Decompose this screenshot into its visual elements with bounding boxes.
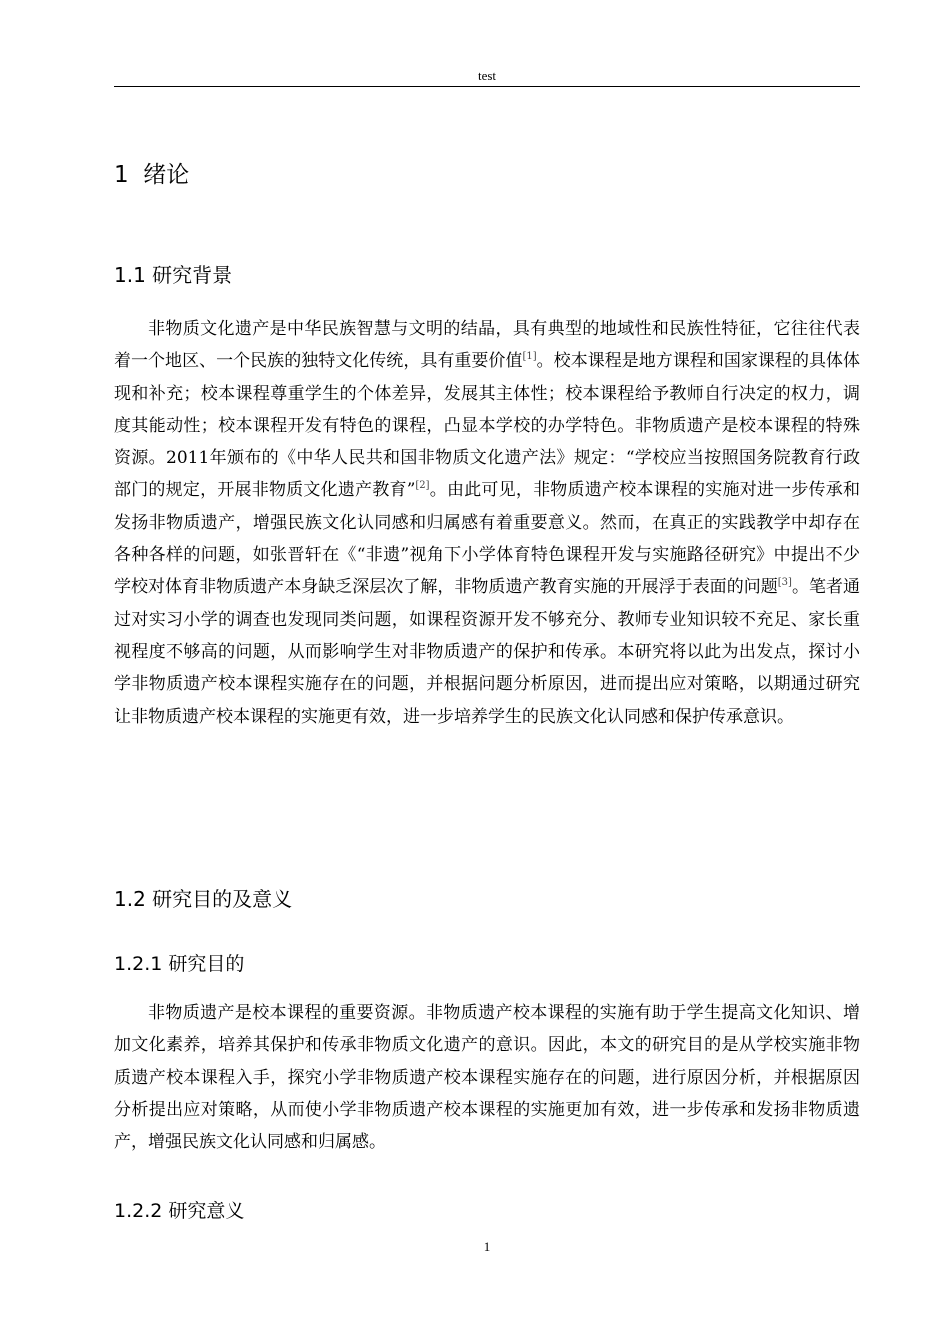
section-1-2-1-heading: 1.2.1 研究目的: [114, 953, 245, 975]
paragraph-text: 非物质文化遗产是中华民族智慧与文明的结晶，具有典型的地域性和民族性特征，它往往代表着一个地区、一个民族的独特文化传统，具有重要价值: [114, 319, 860, 372]
citation-ref-2[interactable]: [2]: [415, 480, 430, 492]
section-1-2-2-heading: 1.2.2 研究意义: [114, 1200, 245, 1222]
running-header: test: [477, 68, 497, 83]
header-rule: [114, 86, 860, 87]
chapter-title: 1 绪论: [114, 162, 190, 188]
page-number: 1: [483, 1239, 491, 1254]
section-1-2-heading: 1.2 研究目的及意义: [114, 887, 293, 911]
section-1-2-1-paragraph: 非物质遗产是校本课程的重要资源。非物质遗产校本课程的实施有助于学生提高文化知识、增加文化素养，培养其保护和传承非物质文化遗产的意识。因此，本文的研究目的是从学校实施非物质遗产校本课程入手，探究小学非物质遗产校本课程实施存在的问题，进行原因分析，并根据原因分析提出应对策略，从而使小学非物质遗产校本课程的实施更加有效，进一步传承和发扬非物质遗产，增强民族文化认同感和归属感。: [114, 1003, 860, 1153]
paragraph-text: 。笔者通过对实习小学的调查也发现同类问题，如课程资源开发不够充分、教师专业知识较不充足、家长重视程度不够高的问题，从而影响学生对非物质遗产的保护和传承。本研究将以此为出发点，探讨小学非物质遗产校本课程实施存在的问题，并根据问题分析原因，进而提出应对策略，以期通过研究让非物质遗产校本课程的实施更有效，进一步培养学生的民族文化认同感和保护传承意识。: [114, 577, 860, 727]
citation-ref-1[interactable]: [1]: [522, 351, 537, 363]
section-1-1-heading: 1.1 研究背景: [114, 263, 233, 287]
paragraph-text: 。校本课程是地方课程和国家课程的具体体现和补充；校本课程尊重学生的个体差异，发展其主体性；校本课程给予教师自行决定的权力，调度其能动性；校本课程开发有特色的课程，凸显本学校的办学特色。非物质遗产是校本课程的特殊资源。2011年颁布的《中华人民共和国非物质文化遗产法》规定：“学校应当按照国务院教育行政部门的规定，开展非物质文化遗产教育”: [114, 351, 861, 501]
paragraph-text: 。由此可见，非物质遗产校本课程的实施对进一步传承和发扬非物质遗产，增强民族文化认同感和归属感有着重要意义。然而，在真正的实践教学中却存在各种各样的问题，如张晋轩在《“非遗”视角下小学体育特色课程开发与实施路径研究》中提出不少学校对体育非物质遗产本身缺乏深层次了解，非物质遗产教育实施的开展浮于表面的问题: [114, 480, 860, 598]
section-1-1-paragraph: [114, 313, 860, 733]
citation-ref-3[interactable]: [3]: [777, 577, 792, 589]
